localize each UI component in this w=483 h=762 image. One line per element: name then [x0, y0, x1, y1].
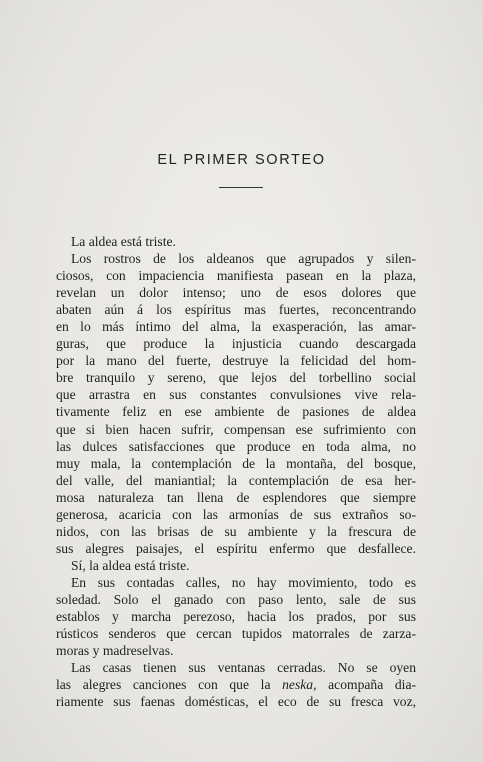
text-line: abaten aún á los espíritus mas fuertes, reconcentrando [56, 302, 416, 318]
text-line: guras, que produce la injusticia cuando descargada [56, 336, 416, 352]
text-line: mosa naturaleza tan llena de esplendores que siempre [56, 489, 416, 505]
text-line: del valle, del maniantial; la contemplación de esa her- [56, 472, 416, 488]
text-line: riamente sus faenas domésticas, el eco de su fresca voz, [56, 694, 416, 710]
text-line: La aldea está triste. [71, 234, 176, 249]
text-line: en lo más íntimo del alma, la exasperación, las amar- [56, 319, 416, 335]
text-line: Las casas tienen sus ventanas cerradas. No se oyen [71, 660, 416, 676]
chapter-body [56, 233, 416, 710]
text-line: muy mala, la contemplación de la montaña, del bosque, [56, 455, 416, 471]
text-line: las alegres canciones con que la neska, acompaña dia- [56, 677, 416, 693]
text-line: Los rostros de los aldeanos que agrupados y silen- [71, 251, 416, 267]
text-line: soledad. Solo el ganado con paso lento, sale de sus [56, 591, 416, 607]
chapter-title: EL PRIMER SORTEO [157, 152, 326, 168]
text-line: que arrastra en sus constantes convulsiones vive rela- [56, 387, 416, 403]
text-line: En sus contadas calles, no hay movimiento, todo es [71, 574, 416, 590]
text-line: revelan un dolor intenso; uno de esos dolores que [56, 285, 416, 301]
text-line: generosa, acaricia con las armonías de sus extraños so- [56, 506, 416, 522]
text-line: establos y marcha perezoso, hacia los prados, por sus [56, 609, 416, 625]
text-line: nidos, con las brisas de su ambiente y la frescura de [56, 523, 416, 539]
text-line: moras y madreselvas. [56, 643, 174, 659]
text-line: Sí, la aldea está triste. [71, 557, 190, 573]
text-line: por la mano del fuerte, destruye la felicidad del hom- [56, 353, 416, 369]
text-line: tivamente feliz en ese ambiente de pasiones de aldea [56, 404, 416, 420]
text-line: bre tranquilo y sereno, que lejos del torbellino social [56, 370, 416, 386]
title-divider [219, 187, 263, 188]
italic-word: neska, [282, 677, 317, 693]
text-line: ciosos, con impaciencia manifiesta pasean en la plaza, [56, 268, 416, 284]
text-line: que si bien hacen sufrir, compensan ese sufrimiento con [56, 421, 416, 437]
text-line: sus alegres paisajes, el espíritu enfermo que desfallece. [56, 540, 416, 556]
text-line: rústicos senderos que cercan tupidos matorrales de zarza- [56, 626, 416, 642]
text-line: las dulces satisfacciones que produce en toda alma, no [56, 438, 416, 454]
